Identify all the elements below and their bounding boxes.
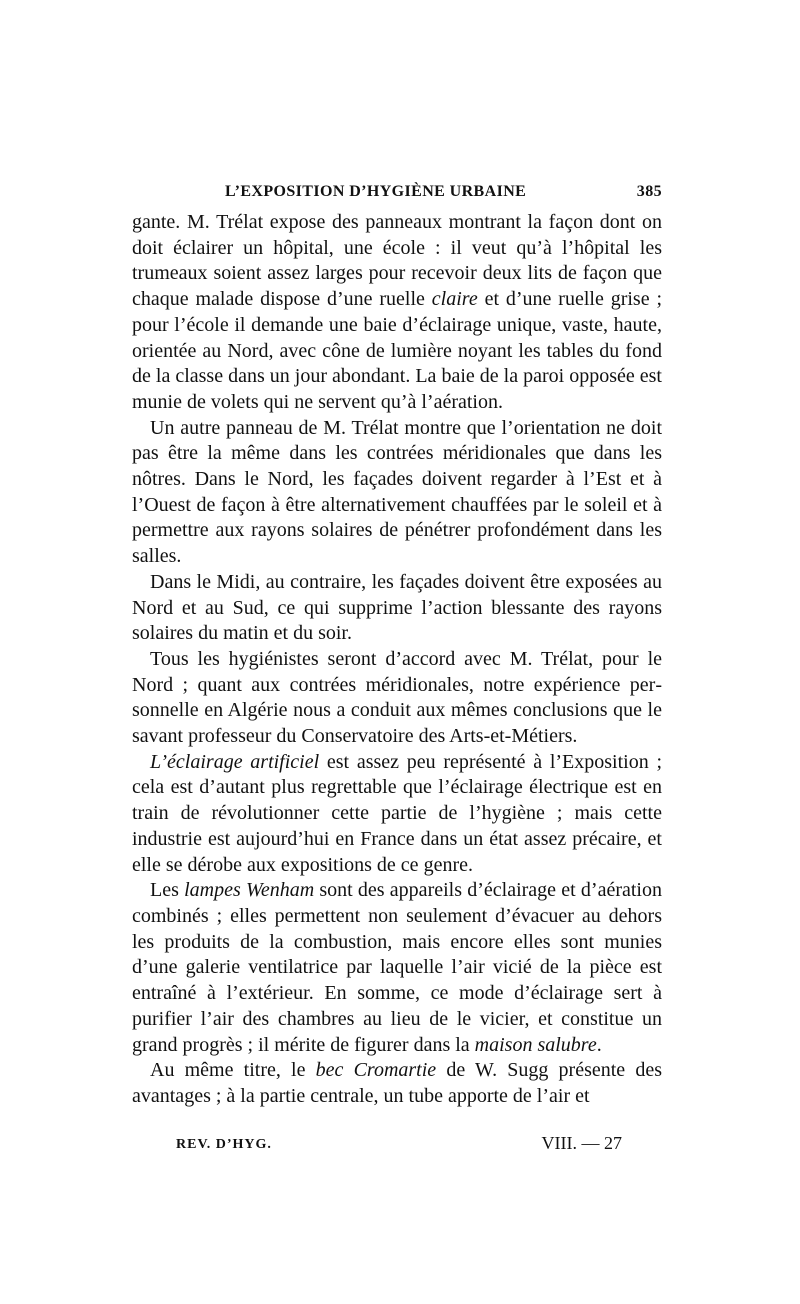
header-title: L’EXPOSITION D’HYGIÈNE URBAINE <box>225 183 527 200</box>
volume-mark: VIII. — 27 <box>541 1133 622 1153</box>
italic-text: bec Cromartie <box>315 1059 437 1082</box>
signature-mark: REV. D’HYG. <box>176 1137 272 1152</box>
paragraph <box>132 570 662 647</box>
page-footer <box>132 1133 662 1159</box>
body-text <box>132 210 662 1110</box>
text-run: gante. M. Trélat expose des panneaux montrant la façon dont on doit éclairer un hôpital, une école : il veut qu’à l’hôpital les trumeaux soient assez larges pour recevoir deux lits de façon que chaque malade dispose d’une ruelle <box>132 211 662 311</box>
text-run: sont des appareils d’éclairage et d’aération combinés ; elles permettent non seulement d’évacuer au dehors les produits de la combustion, mais encore elles sont munies d’une galerie ventilatrice par laquelle l’air vicié de la pièce est entraîné à l’extérieur. En somme, ce mode d’éclairage sert à purifier l’air des chambres au lieu de le vicier, et constitue un grand progrès ; il mérite de figurer dans la <box>132 879 662 1056</box>
text-run: Au même titre, le <box>150 1059 316 1082</box>
italic-text: lampes Wenham <box>184 879 315 902</box>
text-run: Tous les hygiénistes seront d’accord avec M. Trélat, pour le Nord ; quant aux contrées méridionales, notre expérience personnelle en Algérie nous a conduit aux mêmes conclusions que le savant professeur du Conservatoire des Arts-et-Métiers. <box>132 647 662 748</box>
italic-text: L’éclairage artificiel <box>150 750 320 773</box>
paragraph <box>132 416 662 570</box>
text-run: est assez peu représenté à l’Exposition ; cela est d’autant plus regrettable que l’éclairage électrique est en train de révolutionner cette partie de l’hygiène ; mais cette industrie est aujourd’hui en France dans un état assez précaire, et elle se dérobe aux expositions de ce genre. <box>132 750 662 876</box>
italic-text: claire <box>431 288 478 311</box>
text-run: Un autre panneau de M. Trélat montre que l’orientation ne doit pas être la même dans les contrées méridionales que dans les nôtres. Dans le Nord, les façades doivent regarder à l’Est et à l’Ouest de façon à être alternativement chauffées par le soleil et à permettre aux rayons solaires de pénétrer profondément dans les salles. <box>132 416 662 568</box>
running-header <box>132 183 662 207</box>
paragraph <box>132 750 662 879</box>
paragraph <box>132 647 662 750</box>
paragraph <box>132 878 662 1058</box>
page-number: 385 <box>636 183 662 200</box>
text-run: . <box>596 1033 602 1056</box>
italic-text: maison salubre <box>474 1033 597 1056</box>
paragraph <box>132 1058 662 1109</box>
text-run: de W. Sugg présente des avantages ; à la partie centrale, un tube apporte de l’air et <box>132 1059 662 1107</box>
text-run: Les <box>150 879 185 902</box>
text-run: et d’une ruelle grise ; pour l’école il demande une baie d’éclairage unique, vaste, haute, orientée au Nord, avec cône de lumière noyant les tables du fond de la classe dans un jour abondant. La baie de la paroi opposée est munie de volets qui ne servent qu’à l’aération. <box>132 288 662 413</box>
paragraph <box>132 210 662 416</box>
text-run: Dans le Midi, au contraire, les façades doivent être exposées au Nord et au Sud, ce qui supprime l’action blessante des rayons solaires du matin et du soir. <box>132 570 662 645</box>
